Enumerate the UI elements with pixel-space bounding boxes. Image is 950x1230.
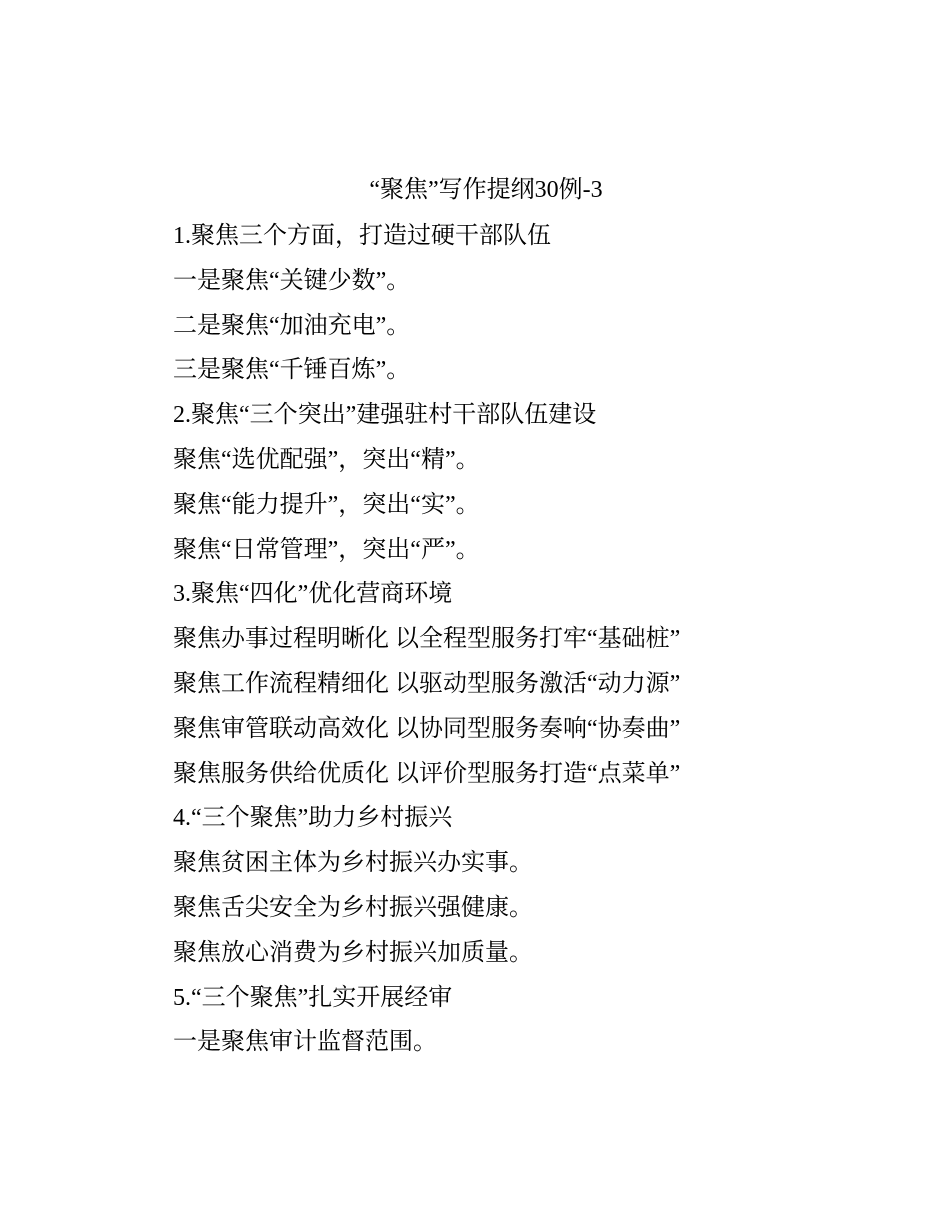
body-line: 聚焦审管联动高效化 以协同型服务奏响“协奏曲” <box>173 715 681 742</box>
document-body <box>173 214 893 1065</box>
body-line: 聚焦服务供给优质化 以评价型服务打造“点菜单” <box>173 760 681 787</box>
body-line: 聚焦“日常管理”，突出“严”。 <box>173 536 480 563</box>
body-line: 聚焦办事过程明晰化 以全程型服务打牢“基础桩” <box>173 626 681 653</box>
body-line: 聚焦“能力提升”，突出“实”。 <box>173 491 480 518</box>
document-title: “聚焦”写作提纲30例-3 <box>369 177 603 203</box>
body-line: 聚焦舌尖安全为乡村振兴强健康。 <box>173 894 533 921</box>
body-line: 聚焦工作流程精细化 以驱动型服务激活“动力源” <box>173 670 681 697</box>
body-line: 聚焦“选优配强”，突出“精”。 <box>173 446 480 473</box>
body-line: 一是聚焦审计监督范围。 <box>173 1029 437 1056</box>
heading-2: 2.聚焦“三个突出”建强驻村干部队伍建设 <box>173 402 597 429</box>
body-line: 聚焦贫困主体为乡村振兴办实事。 <box>173 850 533 877</box>
heading-3: 3.聚焦“四化”优化营商环境 <box>173 581 453 608</box>
body-line: 聚焦放心消费为乡村振兴加质量。 <box>173 939 533 966</box>
heading-4: 4.“三个聚焦”助力乡村振兴 <box>173 805 453 832</box>
body-line: 一是聚焦“关键少数”。 <box>173 267 411 294</box>
heading-5: 5.“三个聚焦”扎实开展经审 <box>173 984 453 1011</box>
body-line: 二是聚焦“加油充电”。 <box>173 312 411 339</box>
heading-1: 1.聚焦三个方面，打造过硬干部队伍 <box>173 223 551 249</box>
body-line: 三是聚焦“千锤百炼”。 <box>173 357 411 384</box>
